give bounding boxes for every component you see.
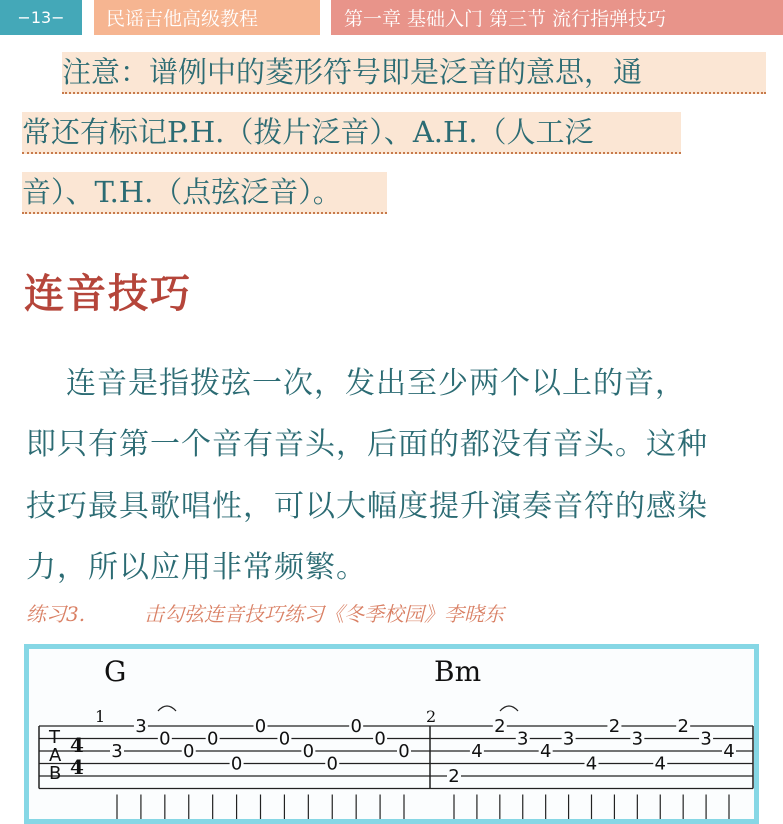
fret-number: 4: [654, 753, 666, 775]
chord-label: Bm: [434, 655, 482, 688]
exercise-title: 击勾弦连音技巧练习《冬季校园》李晓东: [144, 602, 504, 626]
tab-clef-b: B: [49, 763, 62, 784]
paragraph-line: 技巧最具歌唱性，可以大幅度提升演奏音符的感染: [26, 489, 708, 524]
fret-number: 0: [302, 741, 315, 762]
page-number: −13−: [0, 0, 82, 35]
fret-number: 3: [700, 728, 712, 750]
fret-number: 4: [471, 741, 483, 762]
fret-number: 3: [562, 728, 575, 750]
fret-number: 0: [206, 728, 219, 750]
paragraph-line: 力，所以应用非常频繁。: [26, 550, 367, 585]
paragraph-line: 连音是指拨弦一次，发出至少两个以上的音，: [66, 366, 686, 401]
fret-number: 3: [111, 741, 123, 762]
time-sig-top: 4: [70, 733, 84, 757]
fret-number: 0: [230, 753, 243, 775]
exercise-caption: [26, 598, 504, 627]
tab-clef-t: T: [49, 727, 60, 748]
fret-number: 2: [448, 766, 460, 787]
fret-number: 0: [159, 728, 171, 750]
chord-label: G: [104, 655, 127, 688]
note-line: 音）、T.H.（点弦泛音）。: [22, 172, 387, 214]
fret-number: 4: [539, 741, 552, 762]
fret-number: 3: [631, 728, 644, 750]
paragraph-line: 即只有第一个音有音头，后面的都没有音头。这种: [26, 427, 708, 462]
slur-mark: [500, 706, 518, 711]
note-line: 注意：谱例中的菱形符号即是泛音的意思，通: [62, 52, 766, 94]
fret-number: 2: [677, 716, 689, 737]
fret-number: 0: [278, 728, 291, 750]
note-line: 常还有标记P.H.（拨片泛音）、A.H.（人工泛: [22, 112, 681, 154]
chapter-title: 第一章 基础入门 第三节 流行指弹技巧: [331, 0, 783, 35]
fret-number: 0: [254, 716, 267, 737]
fret-number: 4: [723, 741, 735, 762]
fret-number: 4: [585, 753, 598, 775]
measure-number: 1: [95, 707, 106, 726]
guitar-tab: [24, 644, 759, 824]
fret-number: 3: [135, 716, 147, 737]
fret-number: 2: [494, 716, 506, 737]
fret-number: 0: [326, 753, 338, 775]
exercise-label: 练习3.: [26, 602, 86, 626]
section-heading: 连音技巧: [24, 270, 192, 317]
measure-number: 2: [426, 707, 437, 726]
page-header: [0, 0, 783, 35]
fret-number: 0: [398, 741, 410, 762]
book-title: 民谣吉他高级教程: [94, 0, 320, 35]
fret-number: 3: [517, 728, 529, 750]
fret-number: 2: [608, 716, 621, 737]
fret-number: 0: [183, 741, 195, 762]
tab-staff: [29, 649, 754, 819]
fret-number: 0: [350, 716, 362, 737]
time-sig-bottom: 4: [70, 755, 84, 779]
tab-clef-a: A: [49, 745, 62, 766]
fret-number: 0: [374, 728, 386, 750]
slur-mark: [158, 706, 176, 711]
